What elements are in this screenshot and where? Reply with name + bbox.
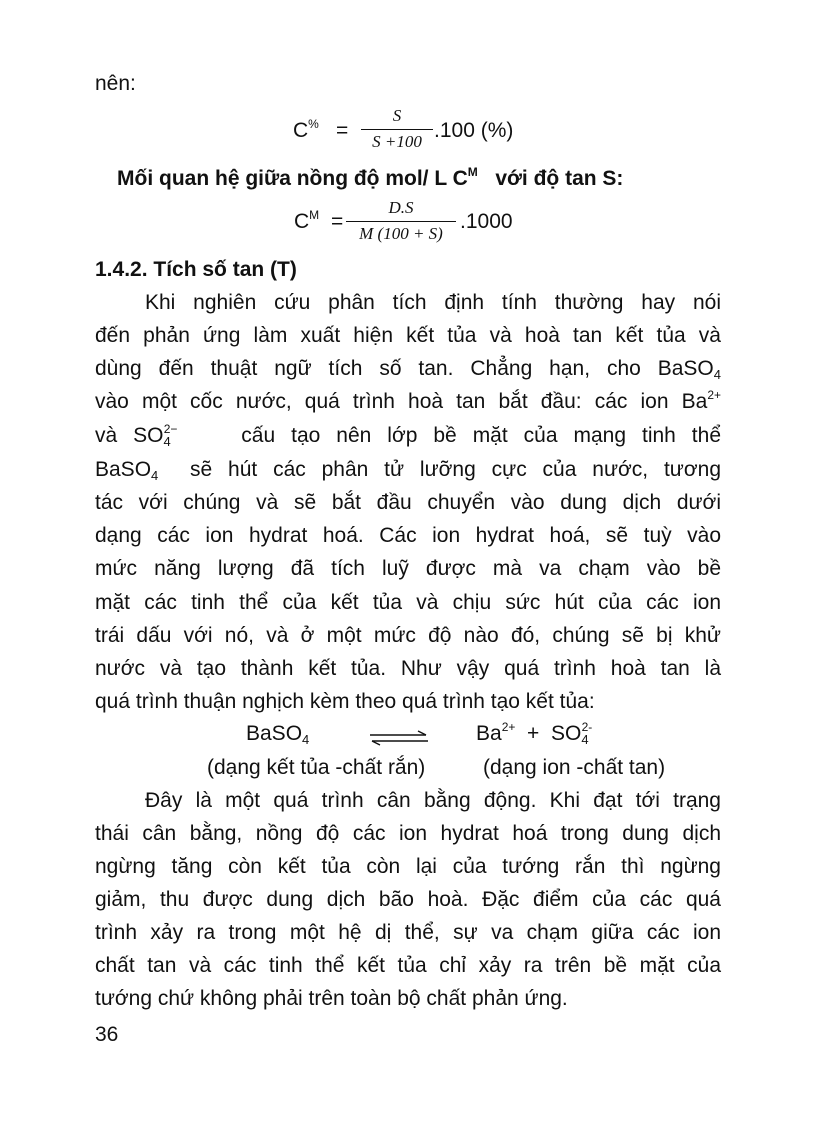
para1-line12: nước và tạo thành kết tủa. Như vậy quá trình hoà tan là <box>95 657 721 680</box>
formula1-lhs-sup: % <box>308 117 319 131</box>
para1-line10: mặt các tinh thể của kết tủa và chịu sức hút của các ion <box>95 591 721 614</box>
formula2-numerator: D.S <box>388 198 414 217</box>
page-number: 36 <box>95 1023 119 1046</box>
equation-right: $Ba^{2+} + SO_4^{2-}$ <box>476 720 593 747</box>
equation-left: BaSO$_4$ <box>246 722 310 747</box>
para2-line1: Đây là một quá trình cân bằng động. Khi đạt tới trạng <box>145 789 721 812</box>
equation-label-left: (dạng kết tủa -chất rắn) <box>207 756 426 779</box>
para2-line5: trình xảy ra trong một hệ dị thể, sự va chạm giữa các ion <box>95 921 721 944</box>
para1-line13: quá trình thuận nghịch kèm theo quá trình tạo kết tủa: <box>95 690 595 713</box>
formula2-rhs: .1000 <box>460 210 513 233</box>
para1-line7: tác với chúng và sẽ bắt đầu chuyển vào dung dịch dưới <box>95 491 721 514</box>
relation-heading: Mối quan hệ giữa nồng độ mol/ L $C^M$ với độ tan S: <box>117 165 624 190</box>
formula1-equals: = <box>336 119 349 142</box>
formula1-lhs: C% <box>293 117 319 142</box>
para1-line5: và $SO_4^{2-}$ cấu tạo nên lớp bề mặt của mạng tinh thể <box>95 422 722 449</box>
para1-line4: vào một cốc nước, quá trình hoà tan bắt đầu: các ion $Ba^{2+}$ <box>95 388 721 413</box>
para1-line11: trái dấu với nó, và ở một mức độ nào đó, chúng sẽ bị khử <box>95 624 721 647</box>
para2-line3: ngừng tăng còn kết tủa còn lại của tướng rắn thì ngừng <box>95 855 721 878</box>
para2-line4: giảm, thu được dung dịch bão hoà. Đặc điểm của các quá <box>95 888 721 911</box>
formula2-lhs-sup: M <box>309 208 320 222</box>
para2-line2: thái cân bằng, nồng độ các ion hydrat hoá trong dung dịch <box>95 822 721 845</box>
intro-text: nên: <box>95 72 136 95</box>
para1-line6: BaSO$_4$ sẽ hút các phân tử lưỡng cực của nước, tương <box>95 458 721 483</box>
equilibrium-arrow-icon <box>368 730 430 746</box>
formula1-denominator: S +100 <box>372 132 422 151</box>
formula2-equals: = <box>331 210 344 233</box>
formula1-numerator: S <box>392 106 402 125</box>
para2-line7: tướng chứ không phải trên toàn bộ chất phản ứng. <box>95 987 568 1010</box>
para1-line8: dạng các ion hydrat hoá. Các ion hydrat hoá, sẽ tuỳ vào <box>95 524 721 547</box>
formula2-lhs: $C^M$ <box>294 208 320 233</box>
formula2-denominator: M (100 + S) <box>359 224 443 243</box>
section-heading: 1.4.2. Tích số tan (T) <box>95 258 297 281</box>
formula2-fraction <box>346 198 456 244</box>
para2-line6: chất tan và các tinh thể kết tủa chỉ xảy ra trên bề mặt của <box>95 954 721 977</box>
formula1-rhs: .100 (%) <box>434 119 514 142</box>
para1-line2: đến phản ứng làm xuất hiện kết tủa và hoà tan kết tủa và <box>95 324 721 347</box>
para1-line9: mức năng lượng đã tích luỹ được mà va chạm vào bề <box>95 557 721 580</box>
formula1-fraction <box>361 106 433 152</box>
equation-label-right: (dạng ion -chất tan) <box>483 756 666 779</box>
para1-line3: dùng đến thuật ngữ tích số tan. Chẳng hạn, cho BaSO$_4$ <box>95 357 721 382</box>
para1-line1: Khi nghiên cứu phân tích định tính thường hay nói <box>145 291 721 314</box>
